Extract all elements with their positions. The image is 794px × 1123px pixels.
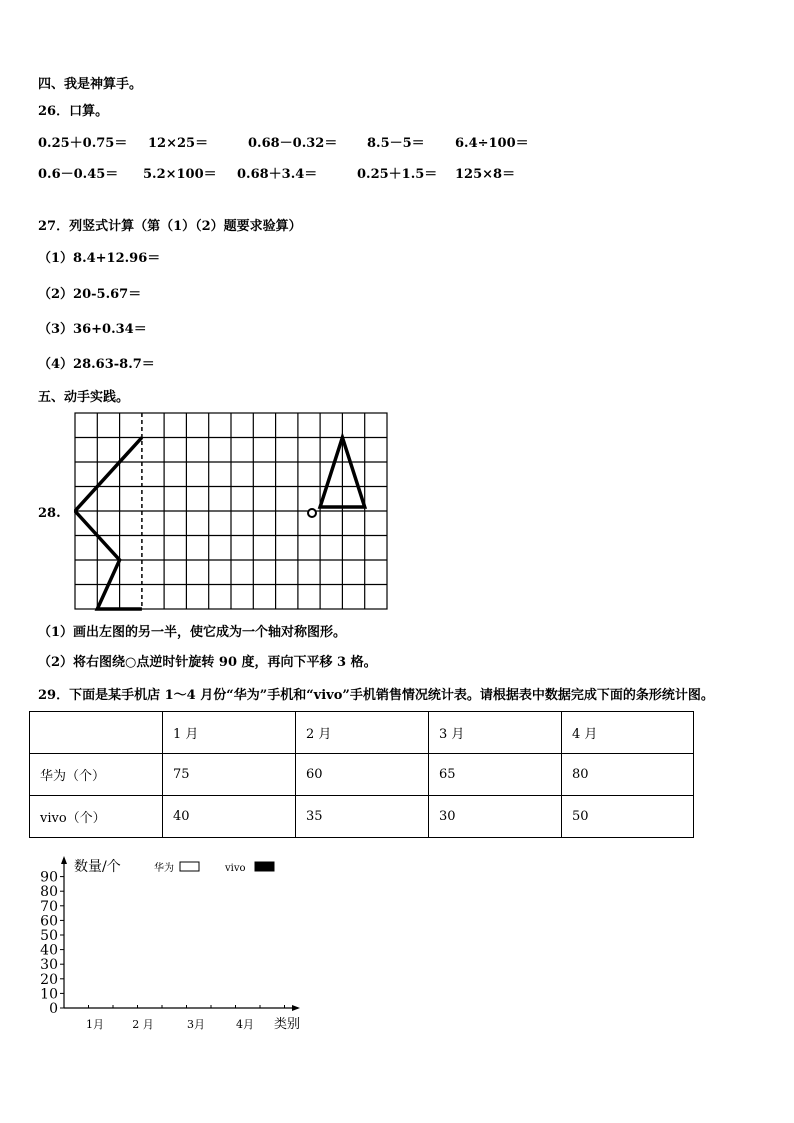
q26-item: 8.5－5＝: [367, 136, 425, 151]
q28-label: 28.: [38, 506, 61, 521]
section5-heading: 五、动手实践。: [38, 390, 130, 405]
chart-legend: [154, 861, 274, 874]
y-tick-label: 20: [40, 971, 58, 988]
section4-heading: 四、我是神算手。: [38, 77, 143, 92]
chart-ticks: [40, 870, 284, 1031]
x-tick-label: 4月: [236, 1018, 254, 1031]
table-cell: 65: [429, 754, 562, 796]
table-cell: 2 月: [296, 712, 429, 754]
q26-item: 12×25＝: [148, 136, 209, 151]
q27-item: （1）8.4+12.96＝: [38, 251, 161, 266]
x-tick-label: 2 月: [132, 1018, 154, 1031]
y-tick-label: 80: [40, 884, 58, 901]
table-cell: 4 月: [562, 712, 694, 754]
legend-label: vivo: [225, 863, 246, 874]
table-cell: 30: [429, 796, 562, 838]
q29-label: 29．下面是某手机店 1～4 月份“华为”手机和“vivo”手机销售情况统计表。请根据表中数据完成下面的条形统计图。: [38, 688, 714, 703]
legend-swatch: [255, 862, 274, 871]
table-cell: 3 月: [429, 712, 562, 754]
y-tick-label: 30: [40, 957, 58, 974]
y-tick-label: 50: [40, 928, 58, 944]
table-cell: 80: [562, 754, 694, 796]
q26-item: 0.68－0.32＝: [248, 136, 338, 151]
y-tick-label: 0: [49, 1001, 58, 1017]
table-row: [30, 796, 694, 838]
table-row: [30, 754, 694, 796]
table-cell: 75: [163, 754, 296, 796]
table-cell: vivo（个）: [30, 796, 163, 838]
table-cell: 60: [296, 754, 429, 796]
bar-chart: [30, 850, 330, 1040]
y-tick-label: 60: [40, 913, 58, 930]
y-tick-label: 10: [40, 986, 58, 1003]
q26-item: 0.25＋0.75＝: [38, 136, 128, 151]
y-axis-arrow: [61, 856, 67, 864]
legend-swatch: [180, 862, 199, 871]
rotation-point-o: [308, 509, 316, 517]
table-cell: 1 月: [163, 712, 296, 754]
left-half-shape: [75, 438, 142, 610]
q26-item: 0.25＋1.5＝: [357, 167, 438, 182]
x-tick-label: 1月: [86, 1018, 104, 1031]
table-cell: 50: [562, 796, 694, 838]
q26-label: 26．口算。: [38, 104, 109, 119]
q27-item: （2）20-5.67＝: [38, 287, 142, 302]
q26-item: 6.4÷100＝: [455, 136, 529, 151]
table-cell: [30, 712, 163, 754]
q28-instruction: （1）画出左图的另一半，使它成为一个轴对称图形。: [38, 625, 347, 640]
chart-axes: [61, 856, 300, 1011]
x-tick-label: 3月: [187, 1018, 205, 1031]
table-cell: 40: [163, 796, 296, 838]
q26-item: 5.2×100＝: [143, 167, 217, 182]
legend-label: 华为: [154, 863, 174, 874]
table-cell: 华为（个）: [30, 754, 163, 796]
q26-item: 0.6－0.45＝: [38, 167, 119, 182]
q28-instruction: （2）将右图绕○点逆时针旋转 90 度，再向下平移 3 格。: [38, 655, 377, 670]
q26-item: 125×8＝: [455, 167, 516, 182]
q27-label: 27．列竖式计算（第（1）（2）题要求验算）: [38, 219, 302, 234]
q28-grid-figure: [74, 412, 388, 612]
x-axis-label: 类别: [274, 1017, 301, 1032]
table-header-row: [30, 712, 694, 754]
table-cell: 35: [296, 796, 429, 838]
x-axis-arrow: [292, 1005, 300, 1011]
y-tick-label: 70: [40, 898, 58, 915]
q26-item: 0.68＋3.4＝: [237, 167, 318, 182]
y-tick-label: 90: [40, 869, 58, 886]
y-tick-label: 40: [40, 942, 58, 959]
q27-item: （3）36+0.34＝: [38, 322, 147, 337]
q27-item: （4）28.63-8.7＝: [38, 357, 155, 372]
y-axis-label: 数量/个: [74, 859, 121, 875]
sales-table: [29, 711, 694, 838]
